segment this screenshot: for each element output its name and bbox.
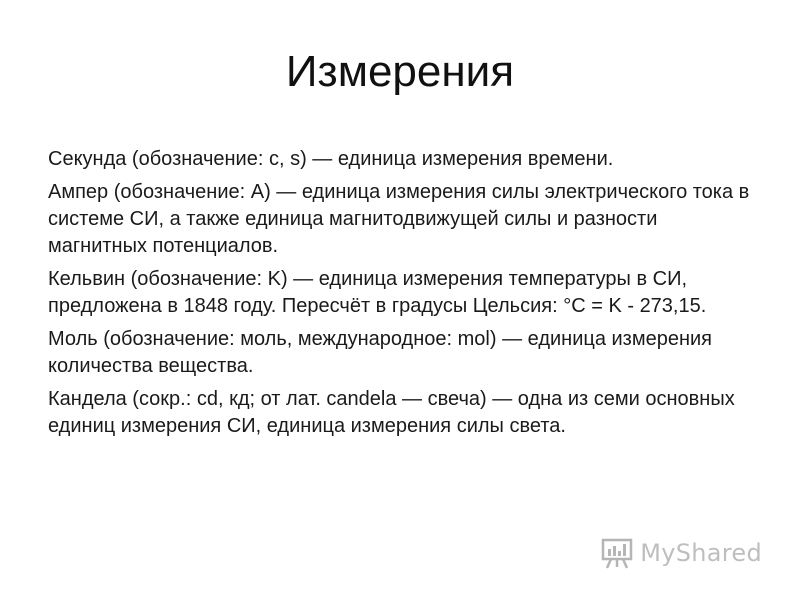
- paragraph-kelvin: Кельвин (обозначение: K) — единица измерения температуры в СИ, предложена в 1848 году. Пересчёт в градусы Цельсия: °C = K - 273,15.: [48, 268, 707, 317]
- slide-body: [48, 146, 760, 446]
- paragraph-ampere: Ампер (обозначение: А) — единица измерения силы электрического тока в системе СИ, а также единица магнитодвижущей силы и разности магнитных потенциалов.: [48, 181, 750, 257]
- watermark-text: MyShared: [640, 539, 762, 567]
- paragraph-second: Секунда (обозначение: с, s) — единица измерения времени.: [48, 148, 614, 170]
- presentation-board-icon: [600, 536, 634, 570]
- paragraph-mole: Моль (обозначение: моль, международное: mol) — единица измерения количества вещества.: [48, 328, 713, 377]
- paragraph-candela: Кандела (сокр.: cd, кд; от лат. candela — свеча) — одна из семи основных единиц измерения СИ, единица измерения силы света.: [48, 388, 735, 437]
- slide-title: Измерения: [285, 47, 515, 96]
- myshared-watermark: [600, 536, 762, 570]
